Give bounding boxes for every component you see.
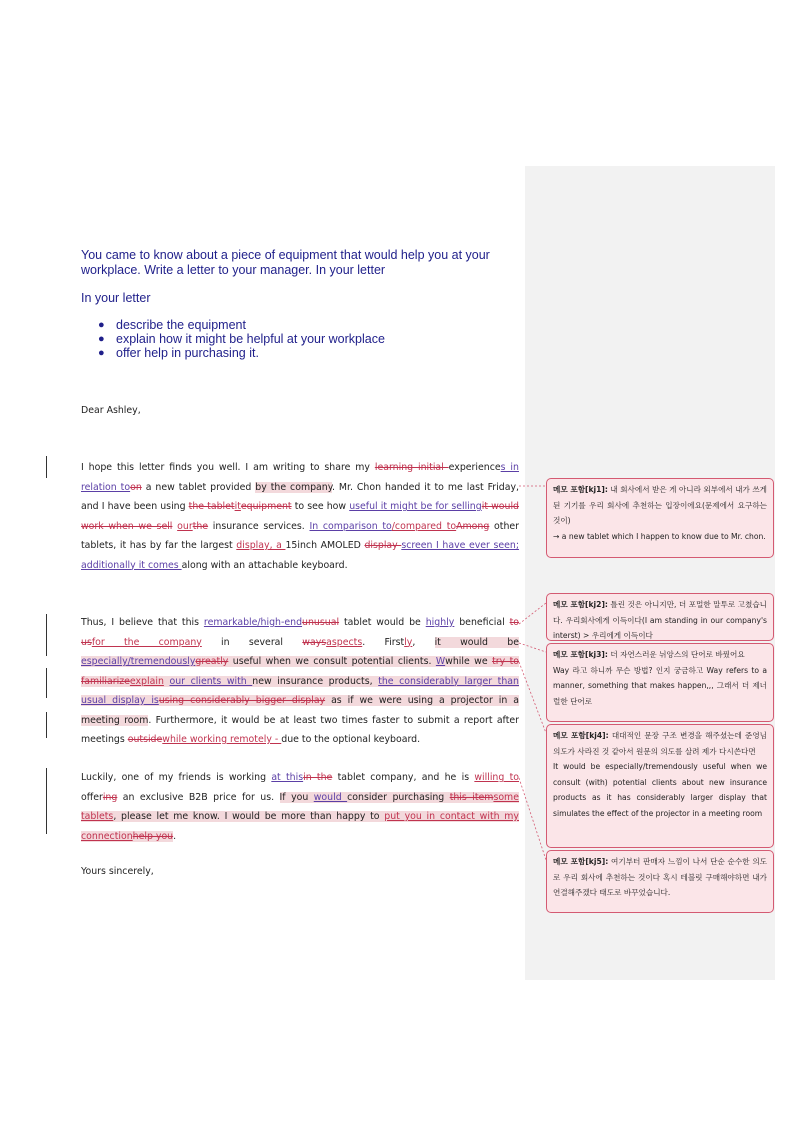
comment-text: 내 회사에서 받은 게 아니라 외부에서 내가 쓰게된 기기를 우리 회사에 추천하는 입장이에요(문제에서 요구하는 것이) (553, 485, 767, 525)
comment-label: 메모 포함[kj3]: (553, 650, 608, 659)
comment-extra: It would be especially/tremendously useful when we consult (with) potential clients about new insurance products as it has considerably larger display that simulates the effect of the projector in a meeting room (553, 762, 767, 818)
comment-balloon-kj4[interactable] (546, 724, 774, 848)
comment-text: 틀린 것은 아니지만, 더 포멀한 말투로 고쳤습니다. 우리회사에게 이득이다(I am standing in our company's interst) > 우리에게 이득이다 (553, 600, 767, 640)
change-bar (46, 456, 47, 478)
comment-label: 메모 포함[kj4]: (553, 731, 609, 740)
prompt-subheading: In your letter (81, 291, 151, 305)
letter-paragraph-1: I hope this letter finds you well. I am writing to share my learning initial experiences in relation toon a new tablet provided by the company. Mr. Chon handed it to me last Friday, and I have been using the tabletitequipment to see how useful it might be for sellingit would work when we sell ourthe insurance services. In comparison to/compared toAmong other tablets, it has by far the largest display, a 15inch AMOLED display screen I have ever seen; additionally it comes along with an attachable keyboard. (81, 462, 520, 571)
bullet-item: ● offer help in purchasing it. (98, 346, 259, 360)
comment-label: 메모 포함[kj2]: (553, 600, 608, 609)
prompt-line-1: You came to know about a piece of equipment that would help you at your (81, 248, 490, 262)
comment-extra: → a new tablet which I happen to know due to Mr. chon. (553, 531, 766, 541)
letter-paragraph-3: Luckily, one of my friends is working at thisin the tablet company, and he is willing to offering an exclusive B2B price for us. If you would consider purchasing this itemsome tablets, please let me know. I would be more than happy to put you in contact with my connectionhelp you. (81, 772, 519, 842)
comment-balloon-kj3[interactable] (546, 643, 774, 722)
change-bar (46, 712, 47, 738)
change-bar (46, 668, 47, 698)
bullet-icon: ● (98, 347, 105, 359)
comment-balloon-kj5[interactable] (546, 850, 774, 913)
letter-closing: Yours sincerely, (81, 866, 154, 877)
comment-extra: Way 라고 하니까 무슨 방법? 인지 궁금하고 Way refers to a manner, something that makes happen,,, 그래서 더 제너럴한 단어로 (553, 665, 767, 706)
prompt-bullet-list (96, 318, 385, 360)
comment-text: 대대적인 문장 구조 변경을 해주셨는데 준영님의도가 사라진 것 같아서 원문의 의도를 살려 제가 다시쓴다면 (553, 731, 767, 756)
comment-balloon-kj2[interactable] (546, 593, 774, 641)
bullet-icon: ● (98, 319, 105, 331)
change-bar (46, 614, 47, 656)
comment-text: 여기부터 판매자 느낌이 나서 단순 순수한 의도로 우리 회사에 추천하는 것이다 혹시 테블릿 구매해야하면 내가 연결해주겠다 태도로 바꾸었습니다. (553, 857, 767, 897)
prompt-line-2: workplace. Write a letter to your manager. In your letter (81, 263, 386, 277)
bullet-item: ● explain how it might be helpful at your workplace (98, 332, 385, 346)
comment-label: 메모 포함[kj1]: (553, 485, 608, 494)
comment-label: 메모 포함[kj5]: (553, 857, 609, 866)
change-bar (46, 768, 47, 834)
bullet-item: ● describe the equipment (98, 318, 246, 332)
letter-paragraph-2: Thus, I believe that this remarkable/high-endunusual tablet would be highly beneficial to usfor the company in several waysaspects. Firstly, it would be especially/tremendouslygreatly useful when we consult potential clients. Wwhile we try to familiarizeexplain our clients with new insurance products, the considerably larger than usual display isusing considerably bigger display as if we were using a projector in a meeting room. Furthermore, it would be at least two times faster to submit a report after meetings outsidewhile working remotely - due to the optional keyboard. (81, 617, 520, 745)
comment-balloon-kj1[interactable] (546, 478, 774, 558)
comment-text: 더 자연스러운 뉘앙스의 단어로 바꿨어요 (610, 650, 745, 659)
letter-salutation: Dear Ashley, (81, 405, 141, 416)
bullet-icon: ● (98, 333, 105, 345)
